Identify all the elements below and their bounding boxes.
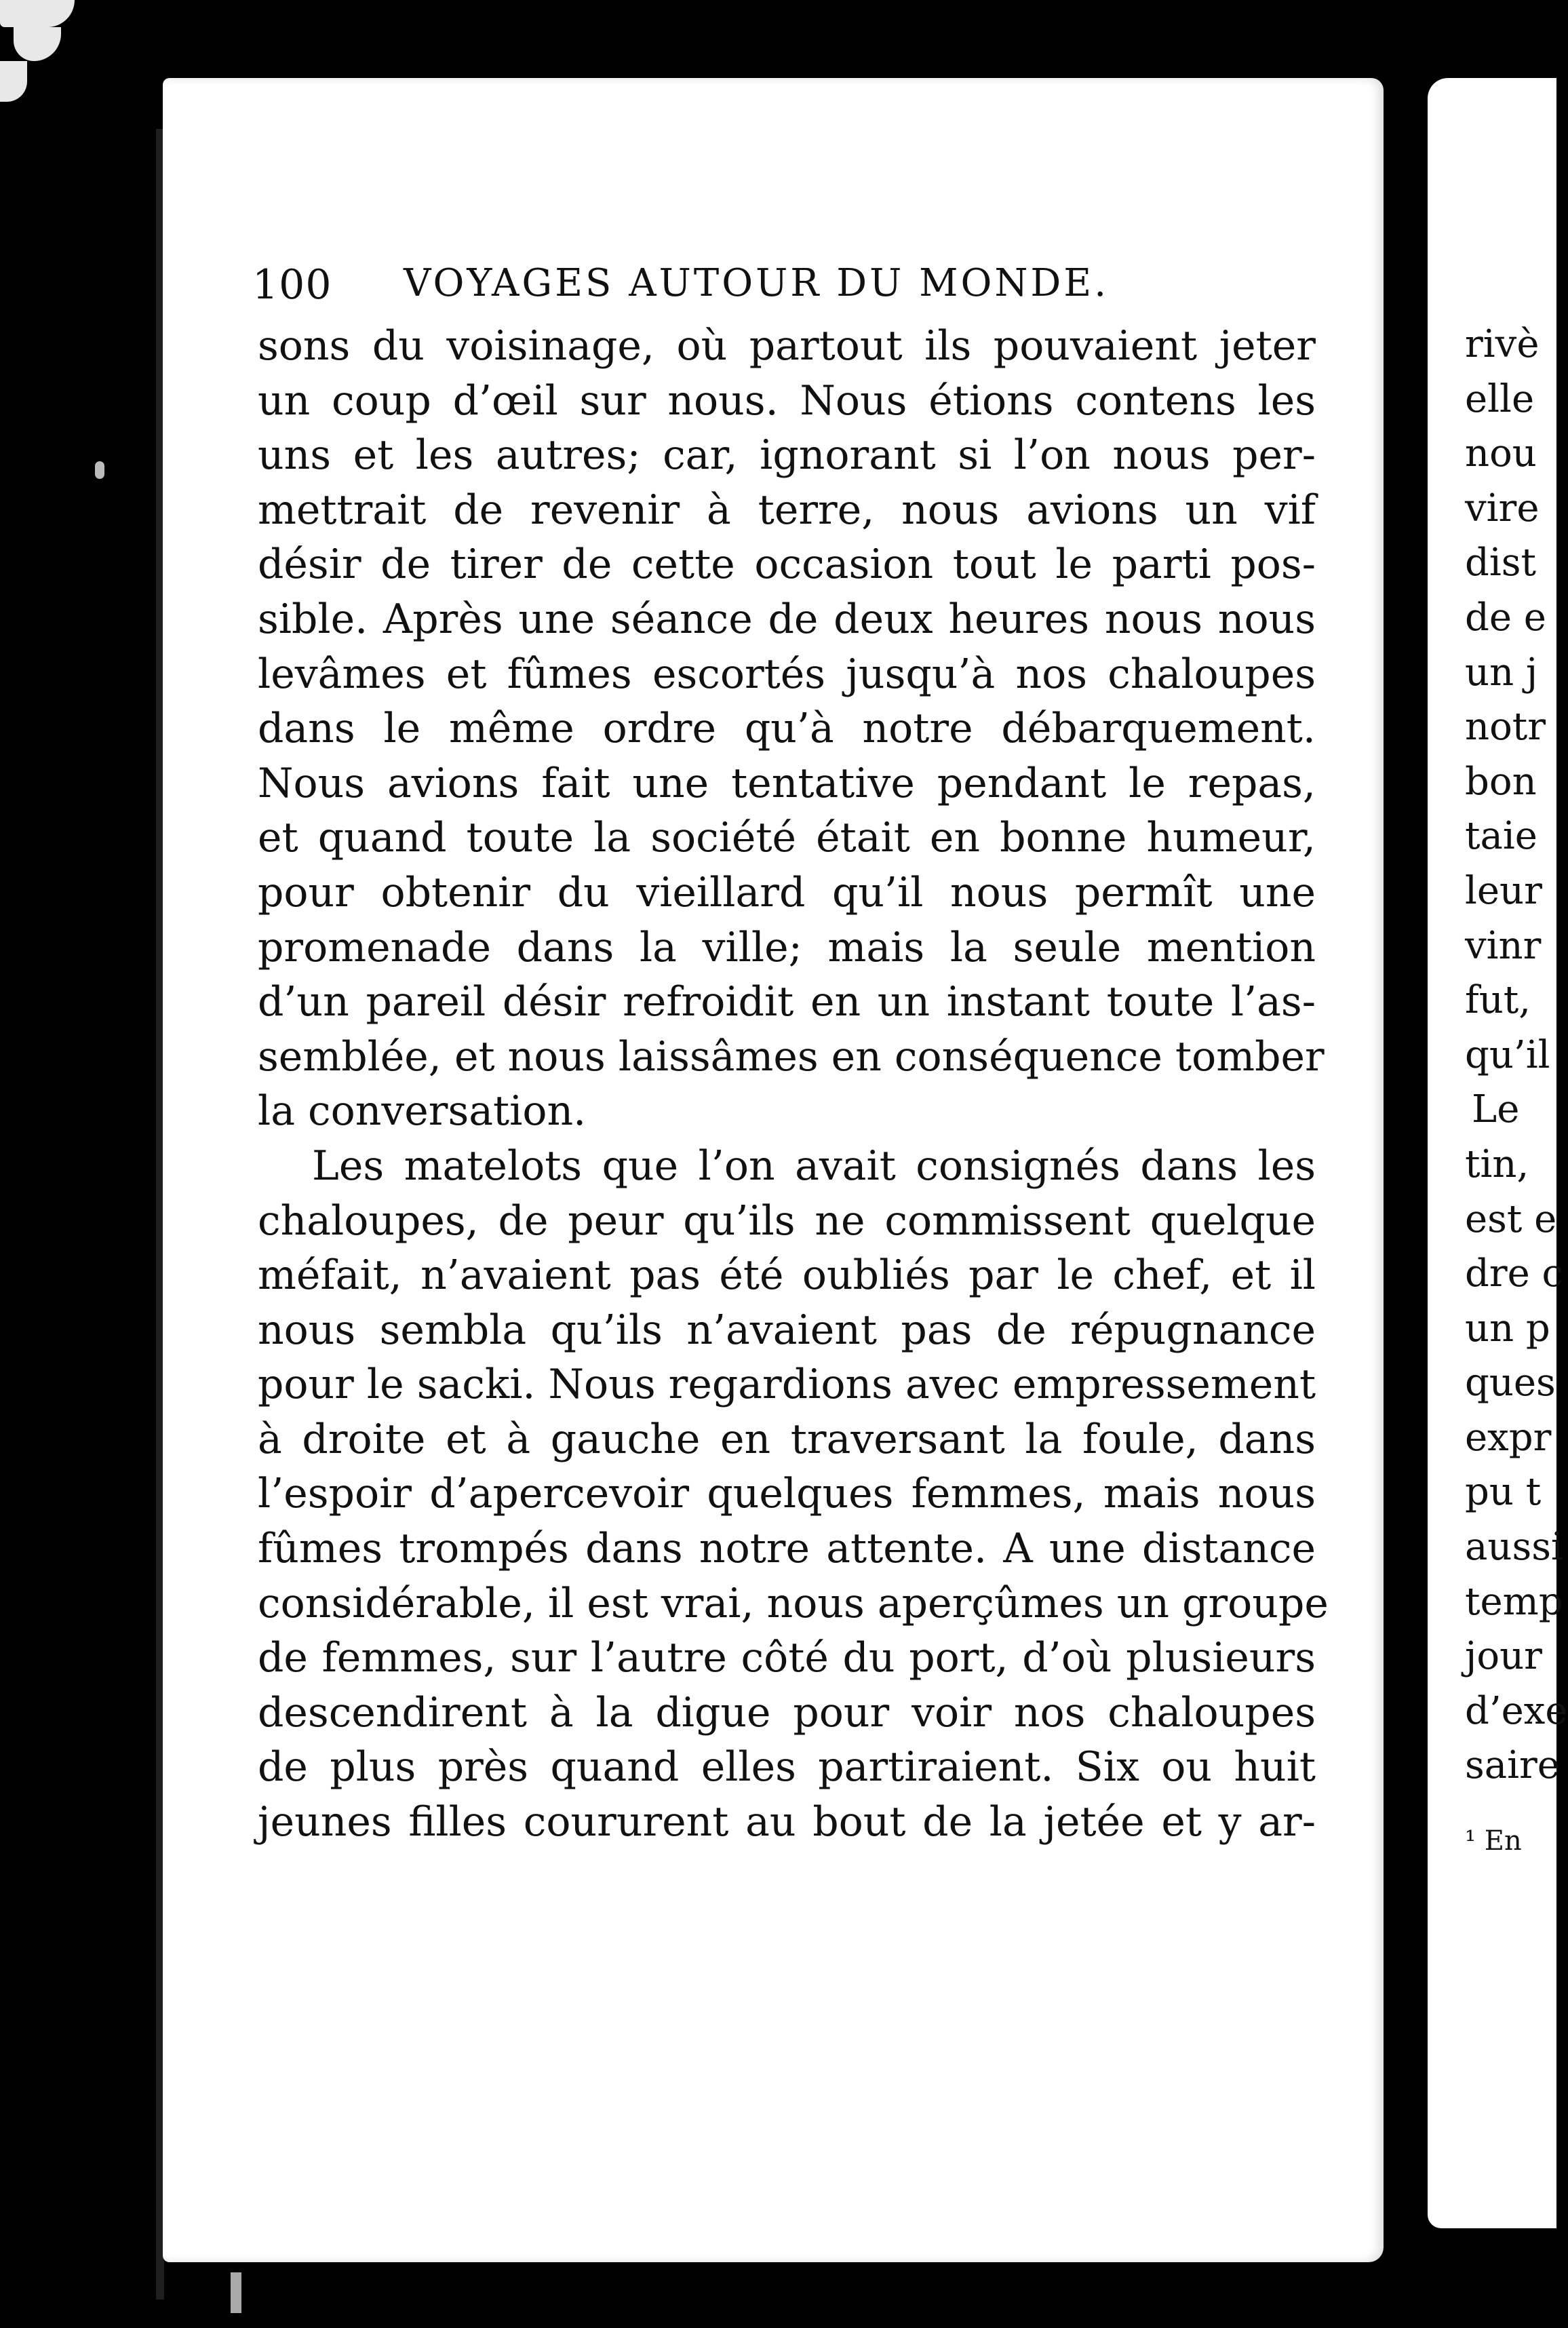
text-line: promenade dans la ville; mais la seule mention bbox=[258, 923, 1316, 971]
text-line: descendirent à la digue pour voir nos chaloupes bbox=[258, 1688, 1316, 1737]
running-title: VOYAGES AUTOUR DU MONDE. bbox=[404, 261, 1109, 305]
text-line: fûmes trompés dans notre attente. A une distance bbox=[258, 1525, 1316, 1573]
text-line: pour obtenir du vieillard qu’il nous permît une bbox=[258, 868, 1316, 916]
text-line: semblée, et nous laissâmes en conséquence tomber bbox=[258, 1032, 1325, 1081]
facing-text-line: saire bbox=[1465, 1743, 1560, 1788]
facing-text-line: vire bbox=[1465, 486, 1540, 530]
text-line: pour le sacki. Nous regardions avec empressement bbox=[258, 1361, 1316, 1409]
facing-text-line: leur bbox=[1465, 868, 1542, 913]
facing-text-line: vinr bbox=[1465, 923, 1542, 968]
facing-text-line: un j bbox=[1465, 650, 1538, 695]
facing-text-line: temp bbox=[1465, 1579, 1563, 1624]
facing-text-line: expr bbox=[1465, 1415, 1552, 1460]
facing-text-line: d’exe bbox=[1465, 1688, 1568, 1733]
text-line: à droite et à gauche en traversant la foule, dans bbox=[258, 1415, 1316, 1463]
facing-text-line: nou bbox=[1465, 431, 1537, 476]
facing-text-line: Le bbox=[1472, 1087, 1520, 1132]
text-line: nous sembla qu’ils n’avaient pas de répugnance bbox=[258, 1306, 1316, 1354]
text-line: dans le même ordre qu’à notre débarquement. bbox=[258, 705, 1316, 753]
facing-text-line: notr bbox=[1465, 705, 1546, 750]
text-line: mettrait de revenir à terre, nous avions un vif bbox=[258, 486, 1316, 534]
body-text bbox=[258, 319, 1329, 1850]
text-line: un coup d’œil sur nous. Nous étions contens les bbox=[258, 376, 1316, 425]
facing-text-line: un p bbox=[1465, 1306, 1550, 1351]
text-line: Les matelots que l’on avait consignés dans les bbox=[312, 1142, 1316, 1190]
facing-text-line: taie bbox=[1465, 814, 1537, 859]
text-line: l’espoir d’apercevoir quelques femmes, mais nous bbox=[258, 1470, 1316, 1518]
scan-speck bbox=[231, 2272, 241, 2313]
facing-text-line: tin, bbox=[1465, 1142, 1529, 1186]
facing-text-line: jour bbox=[1465, 1634, 1542, 1679]
text-line: de plus près quand elles partiraient. Six ou huit bbox=[258, 1743, 1316, 1791]
facing-text-line: dre c bbox=[1465, 1252, 1563, 1296]
facing-text-line: fut, bbox=[1465, 978, 1531, 1023]
text-line: la conversation. bbox=[258, 1087, 587, 1136]
text-line: de femmes, sur l’autre côté du port, d’où plusieurs bbox=[258, 1634, 1316, 1682]
text-line: Nous avions fait une tentative pendant le repas, bbox=[258, 759, 1316, 807]
text-line: uns et les autres; car, ignorant si l’on nous per- bbox=[258, 431, 1316, 480]
page-number: 100 bbox=[252, 261, 332, 309]
text-line: d’un pareil désir refroidit en un instant toute l’as- bbox=[258, 978, 1316, 1026]
text-line: considérable, il est vrai, nous aperçûmes un groupe bbox=[258, 1579, 1329, 1627]
facing-text-line: bon bbox=[1465, 759, 1537, 804]
facing-text-line: qu’il bbox=[1465, 1032, 1550, 1077]
facing-footnote: ¹ En bbox=[1465, 1825, 1522, 1857]
text-line: sible. Après une séance de deux heures nous nous bbox=[258, 595, 1316, 643]
facing-text-line: de e bbox=[1465, 595, 1546, 640]
text-line: sons du voisinage, où partout ils pouvaient jeter bbox=[258, 322, 1316, 370]
facing-text-line: elle bbox=[1465, 376, 1535, 421]
facing-page-text bbox=[1465, 317, 1568, 1869]
facing-text-line: rivè bbox=[1465, 322, 1540, 366]
text-line: méfait, n’avaient pas été oubliés par le chef, et il bbox=[258, 1252, 1316, 1300]
facing-text-line: pu t bbox=[1465, 1470, 1542, 1515]
facing-text-line: est e bbox=[1465, 1197, 1557, 1241]
text-line: désir de tirer de cette occasion tout le parti pos- bbox=[258, 541, 1316, 589]
text-line: jeunes filles coururent au bout de la jetée et y ar- bbox=[258, 1798, 1316, 1846]
text-line: et quand toute la société était en bonne humeur, bbox=[258, 814, 1316, 862]
facing-text-line: dist bbox=[1465, 541, 1536, 585]
facing-text-line: aussi bbox=[1465, 1525, 1563, 1570]
scan-speck bbox=[95, 461, 104, 479]
facing-text-line: ques bbox=[1465, 1361, 1556, 1405]
text-line: levâmes et fûmes escortés jusqu’à nos chaloupes bbox=[258, 650, 1316, 698]
text-line: chaloupes, de peur qu’ils ne commissent quelque bbox=[258, 1197, 1316, 1245]
